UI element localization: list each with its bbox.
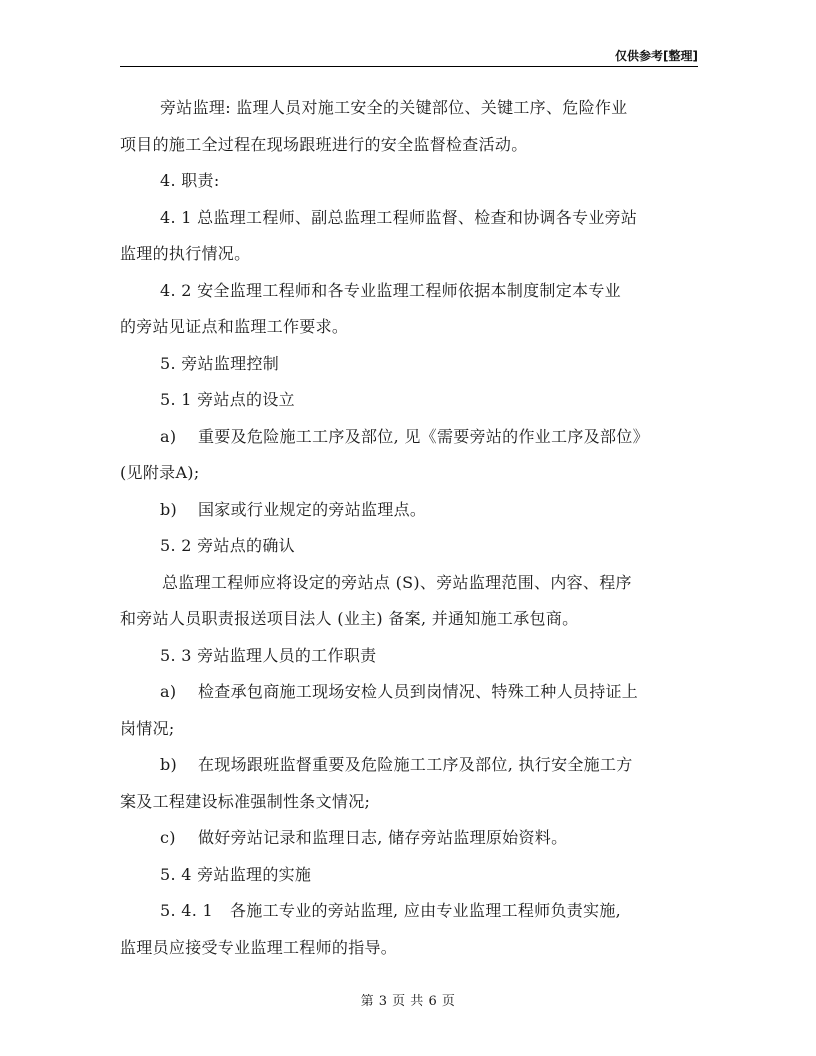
list-item: [120, 747, 705, 784]
paragraph-line: 总监理工程师应将设定的旁站点 (S)、旁站监理范围、内容、程序: [162, 572, 632, 592]
list-label: 5. 4. 1: [160, 901, 213, 920]
list-label: b): [160, 755, 178, 774]
paragraph-line: 岗情况;: [120, 718, 175, 738]
page-header: [120, 46, 698, 67]
list-item: [120, 820, 705, 857]
document-body: [120, 90, 705, 966]
paragraph-line: 旁站监理: 监理人员对施工安全的关键部位、关键工序、危险作业: [160, 98, 628, 117]
list-label: c): [160, 828, 176, 847]
list-text: 做好旁站记录和监理日志, 储存旁站监理原始资料。: [198, 828, 568, 847]
paragraph-line: 项目的施工全过程在现场跟班进行的安全监督检查活动。: [120, 134, 528, 154]
paragraph-line: 4. 1 总监理工程师、副总监理工程师监督、检查和协调各专业旁站: [160, 207, 638, 227]
paragraph-line: 案及工程建设标准强制性条文情况;: [120, 791, 371, 811]
subsection-heading: 5. 3 旁站监理人员的工作职责: [160, 645, 377, 665]
list-label: b): [160, 499, 178, 519]
list-label: a): [160, 426, 177, 446]
paragraph-line: 的旁站见证点和监理工作要求。: [120, 317, 349, 336]
paragraph-line: 4. 2 安全监理工程师和各专业监理工程师依据本制度制定本专业: [160, 280, 621, 300]
list-item: [120, 674, 705, 711]
header-note: 仅供参考[整理]: [615, 49, 698, 63]
subsection-heading: 5. 4 旁站监理的实施: [160, 864, 312, 884]
subsection-heading: 5. 2 旁站点的确认: [160, 536, 295, 555]
list-text: 重要及危险施工工序及部位, 见《需要旁站的作业工序及部位》: [198, 426, 649, 446]
paragraph-line: 和旁站人员职责报送项目法人 (业主) 备案, 并通知施工承包商。: [120, 609, 579, 628]
list-text: 检查承包商施工现场安检人员到岗情况、特殊工种人员持证上: [198, 682, 639, 701]
list-item: [120, 893, 705, 930]
paragraph-line: (见附录A);: [120, 463, 200, 482]
paragraph-line: 监理员应接受专业监理工程师的指导。: [120, 937, 398, 957]
list-text: 国家或行业规定的旁站监理点。: [198, 499, 427, 519]
page-number: 第 3 页 共 6 页: [360, 994, 456, 1009]
list-item: [120, 492, 705, 529]
list-text: 各施工专业的旁站监理, 应由专业监理工程师负责实施,: [230, 901, 622, 920]
list-label: a): [160, 682, 177, 701]
paragraph-line: 监理的执行情况。: [120, 244, 251, 263]
list-item: [120, 419, 705, 456]
section-heading: 5. 旁站监理控制: [160, 353, 280, 373]
section-heading: 4. 职责:: [160, 171, 220, 190]
list-text: 在现场跟班监督重要及危险施工工序及部位, 执行安全施工方: [198, 755, 633, 774]
subsection-heading: 5. 1 旁站点的设立: [160, 390, 295, 409]
